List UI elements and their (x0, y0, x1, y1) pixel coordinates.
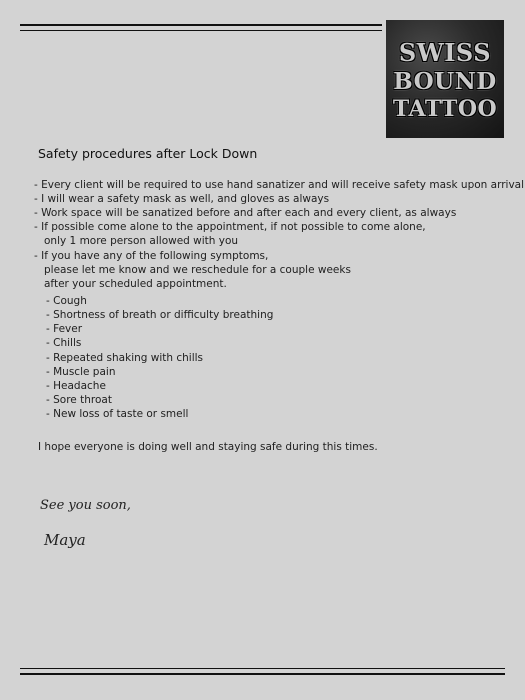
list-item: - I will wear a safety mask as well, and gloves as always (34, 193, 330, 205)
symptom-item: - Muscle pain (46, 366, 116, 378)
bottom-rule-thick (20, 673, 505, 675)
list-item-continuation: after your scheduled appointment. (44, 278, 227, 290)
symptom-item: - Repeated shaking with chills (46, 352, 204, 364)
top-rule-thick (20, 24, 382, 26)
list-item: - Every client will be required to use hand sanatizer and will receive safety mask upon arrival (34, 179, 525, 191)
list-item: - If you have any of the following symptoms, (34, 250, 269, 262)
symptom-item: - Fever (46, 323, 83, 335)
symptom-item: - Headache (46, 380, 106, 392)
list-item: - Work space will be sanatized before and after each and every client, as always (34, 207, 457, 219)
signature-greeting: See you soon, (40, 498, 131, 513)
symptom-item: - Sore throat (46, 394, 112, 406)
symptom-item: - New loss of taste or smell (46, 408, 189, 420)
signature-name: Maya (44, 531, 86, 549)
page-title: Safety procedures after Lock Down (38, 146, 258, 161)
list-item-continuation: only 1 more person allowed with you (44, 235, 239, 247)
swiss-bound-tattoo-logo (386, 20, 504, 138)
bottom-rule-thin (20, 668, 505, 669)
logo-text-bound: BOUND (393, 67, 497, 95)
top-rule-thin (20, 30, 382, 31)
closing-text: I hope everyone is doing well and staying safe during this times. (38, 441, 378, 453)
list-item-continuation: please let me know and we reschedule for a couple weeks (44, 264, 351, 276)
logo-text-swiss: SWISS (398, 37, 492, 67)
symptom-item: - Shortness of breath or difficulty breathing (46, 309, 274, 321)
symptom-item: - Cough (46, 295, 87, 307)
logo-text-tattoo: TATTOO (392, 95, 498, 122)
list-item: - If possible come alone to the appointment, if not possible to come alone, (34, 221, 426, 233)
symptom-item: - Chills (46, 337, 82, 349)
